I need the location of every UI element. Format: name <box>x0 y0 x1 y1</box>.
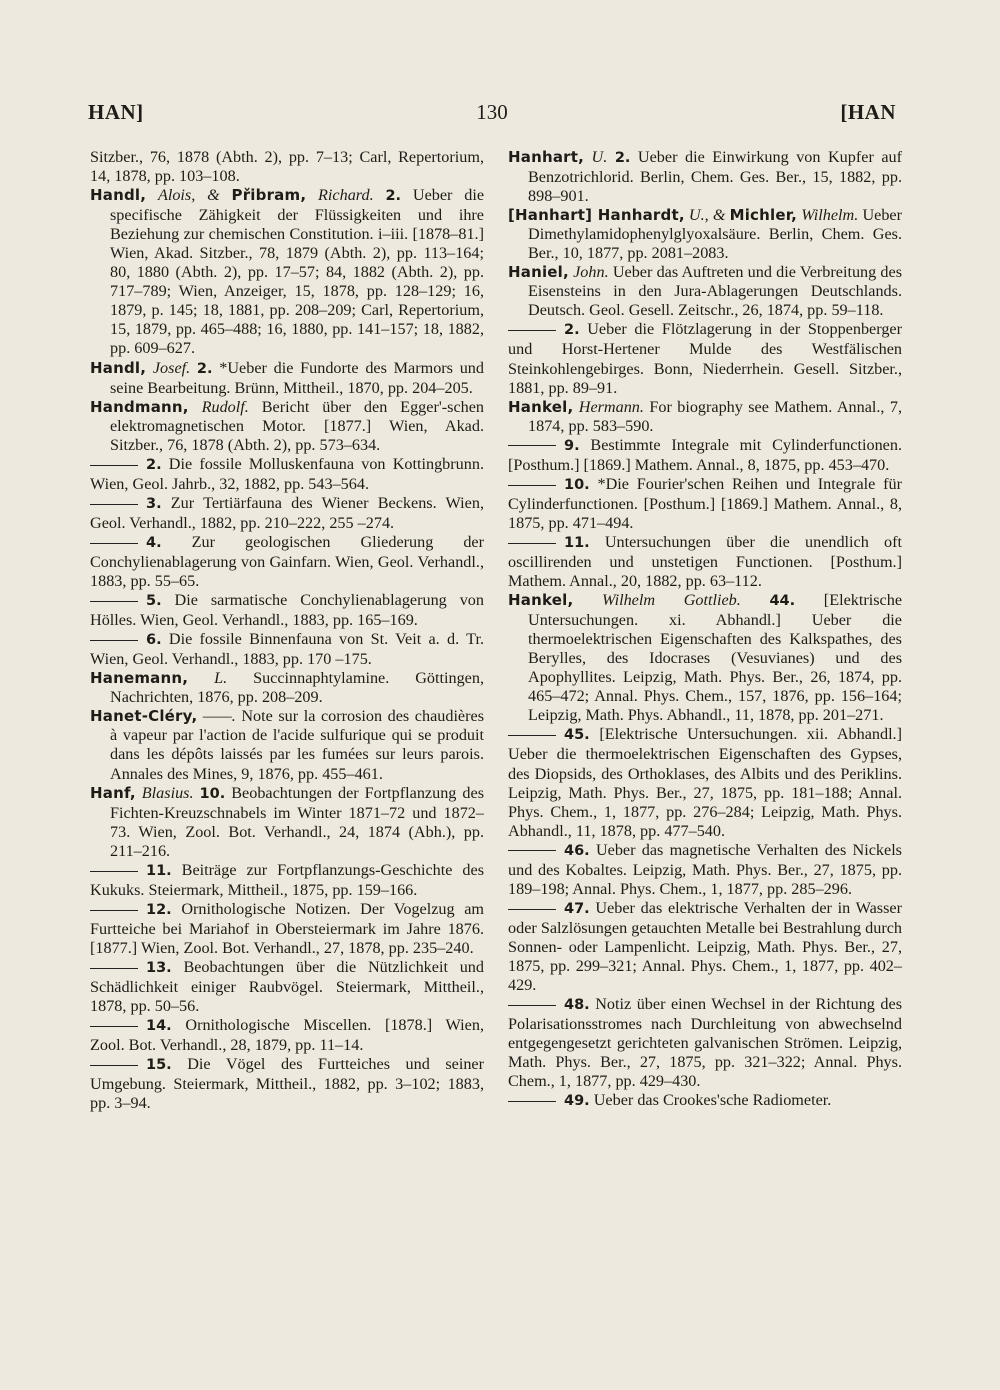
entry-author-forename: Alois, & <box>157 186 232 205</box>
entry-text: Ueber das elektrische Verhalten der in Wasser oder Salzlösungen getauchten Metalle bei Bestrahlung durch Sonnen- oder Lampenlicht. Leipzig, Math. Phys. Ber., 27, 1875, pp. 299–321; Annal. Phys. Chem., 1, 1877, pp. 402–429. <box>508 898 902 995</box>
entry-text: Ueber die specifische Zähigkeit der Flüssigkeiten und ihre Beziehung zur chemischen Constitution. i–iii. [1878–81.] Wien, Akad. Sitzber., 78, 1879 (Abth. 2), pp. 113–164; 80, 1880 (Abth. 2), pp. 17–57; 84, 1882 (Abth. 2), pp. 717–789; Wien, Anzeiger, 15, 1878, pp. 128–129; 16, 1879, p. 145; 18, 1881, pp. 208–209; Carl, Repertorium, 15, 1879, pp. 465–488; 16, 1880, pp. 141–157; 18, 1882, pp. 609–627. <box>110 186 485 358</box>
catalogue-entry <box>508 995 902 1091</box>
entry-author-surname: Hanet-Cléry, <box>90 707 198 726</box>
page-number: 130 <box>476 100 508 124</box>
entry-text: Untersuchungen über die unendlich oft oscillirenden und unstetigen Functionen. [Posthum.] Mathem. Annal., 20, 1882, pp. 63–112. <box>508 532 902 591</box>
ditto-rule <box>508 909 556 910</box>
entry-text: Bestimmte Integrale mit Cylinderfunctionen. [Posthum.] [1869.] Mathem. Annal., 8, 1875, pp. 453–470. <box>508 435 902 474</box>
ditto-rule <box>508 1101 556 1102</box>
entry-text: Die fossile Binnenfauna von St. Veit a. d. Tr. Wien, Geol. Verhandl., 1883, pp. 170 –175. <box>90 630 484 669</box>
entry-text: Ueber das Crookes'sche Radiometer. <box>589 1091 832 1110</box>
entry-text: For biography see Mathem. Annal., 7, 1874, pp. 583–590. <box>528 397 903 435</box>
catalogue-entry <box>90 455 484 494</box>
ditto-rule <box>90 465 138 466</box>
entry-author-surname: Handl, <box>90 186 147 205</box>
entry-number: 46. <box>564 842 590 859</box>
entry-text: Ueber Dimethylamidophenylglyoxalsäure. Berlin, Chem. Ges. Ber., 10, 1877, pp. 2081–2083. <box>528 206 902 263</box>
entry-author-forename: Blasius. <box>141 783 194 802</box>
entry-text: Die Vögel des Furtteiches und seiner Umgebung. Steiermark, Mittheil., 1882, pp. 3–102; 1883, pp. 3–94. <box>90 1055 484 1113</box>
entry-text: Ornithologische Miscellen. [1878.] Wien, Zool. Bot. Verhandl., 28, 1879, pp. 11–14. <box>90 1016 484 1055</box>
ditto-rule <box>508 850 556 851</box>
catalogue-entry <box>508 591 902 725</box>
entry-text: Zur geologischen Gliederung der Conchylienablagerung von Gainfarn. Wien, Geol. Verhandl., 1883, pp. 55–65. <box>90 532 484 591</box>
entry-author-surname: Handl, <box>90 358 147 377</box>
entry-text: Beiträge zur Fortpflanzungs-Geschichte des Kukuks. Steiermark, Mittheil., 1875, pp. 159–166. <box>90 860 484 899</box>
catalogue-entry <box>90 1016 484 1055</box>
entry-coauthor-surname: Michler, <box>729 206 798 225</box>
entry-text: *Ueber die Fundorte des Marmors und seine Bearbeitung. Brünn, Mittheil., 1870, pp. 204–205. <box>110 358 484 397</box>
entry-text: Ueber die Flötzlagerung in der Stoppenberger und Horst-Hertener Mulde des Westfälischen Steinkohlengebirges. Bonn, Niederrhein. Gesell. Sitzber., 1881, pp. 89–91. <box>508 320 902 397</box>
catalogue-entry <box>90 784 484 861</box>
entry-author-surname: Hanhart, <box>508 148 585 166</box>
entry-author-forename: Wilhelm Gottlieb. <box>602 591 741 610</box>
catalogue-entry <box>508 533 902 591</box>
entry-author-forename: U., & <box>688 206 730 225</box>
entry-text: Ueber das Auftreten und die Verbreitung des Eisensteins in den Jura-Ablagerungen Deutschlands. Deutsch. Geol. Gesell. Zeitschr., 26, 1874, pp. 59–118. <box>528 263 903 320</box>
ditto-rule <box>90 1026 138 1027</box>
catalogue-entry <box>508 436 902 475</box>
catalogue-entry <box>90 900 484 958</box>
entry-text: [Elektrische Untersuchungen. xii. Abhandl.] Ueber die thermoelektrischen Eigenschaften des Gypses, des Diopsids, des Orthoklases, des Albits und des Periklins. Leipzig, Math. Phys. Ber., 27, 1875, pp. 181–188; Annal. Phys. Chem., 1, 1877, pp. 276–284; Leipzig, Math. Phys. Abhandl., 11, 1878, pp. 477–540. <box>508 725 902 840</box>
entry-number: 4. <box>146 534 162 551</box>
entry-number: 11. <box>146 862 172 879</box>
catalogue-entry <box>508 899 902 995</box>
catalogue-entry <box>508 320 902 397</box>
catalogue-entry <box>90 494 484 533</box>
entry-number: 14. <box>146 1018 172 1035</box>
ditto-rule <box>508 735 556 736</box>
entry-number: 10. <box>564 476 590 493</box>
ditto-rule <box>90 910 138 911</box>
entry-text: Ornithologische Notizen. Der Vogelzug am Furtteiche bei Mariahof in Obersteiermark im Jahre 1876. [1877.] Wien, Zool. Bot. Verhandl., 27, 1878, pp. 235–240. <box>90 899 484 957</box>
entry-author-forename: John. <box>573 263 609 282</box>
entry-text: *Die Fourier'schen Reihen und Integrale für Cylinderfunctionen. [Posthum.] [1869.] Mathem. Annal., 8, 1875, pp. 471–494. <box>508 474 902 532</box>
entry-text: Sitzber., 76, 1878 (Abth. 2), pp. 7–13; Carl, Repertorium, 14, 1878, pp. 103–108. <box>90 148 484 186</box>
entry-text: Note sur la corrosion des chaudières à vapeur par l'action de l'acide sulfurique qui se produit dans les dépôts laissés par les fumées sur leurs parois. Annales des Mines, 9, 1876, pp. 455–461. <box>110 707 484 783</box>
entry-text: Succinnaphtylamine. Göttingen, Nachrichten, 1876, pp. 208–209. <box>110 669 485 707</box>
entry-number: 47. <box>564 900 590 917</box>
catalogue-entry <box>90 1055 484 1113</box>
entry-number: 45. <box>564 727 590 744</box>
ditto-rule <box>90 640 138 641</box>
entry-author-forename: Josef. <box>152 358 191 377</box>
ditto-rule <box>90 968 138 969</box>
entry-number: 10. <box>199 785 226 802</box>
entry-number: 15. <box>146 1057 172 1074</box>
catalogue-entry <box>508 263 902 320</box>
catalogue-entry <box>90 958 484 1016</box>
entry-number: 2. <box>196 360 213 377</box>
catalogue-entry <box>90 630 484 669</box>
entry-number: 49. <box>564 1093 590 1110</box>
entry-number: 9. <box>564 437 580 454</box>
catalogue-entry <box>90 148 484 186</box>
catalogue-entry <box>508 725 902 840</box>
catalogue-entry <box>90 707 484 783</box>
entry-text: Ueber das magnetische Verhalten des Nickels und des Kobaltes. Leipzig, Math. Phys. Ber., 27, 1875, pp. 189–198; Annal. Phys. Chem., 1, 1877, pp. 285–296. <box>508 840 902 898</box>
ditto-rule <box>90 1065 138 1066</box>
entry-author-surname: Hankel, <box>508 591 574 610</box>
catalogue-entry <box>90 861 484 900</box>
running-header <box>88 100 896 134</box>
entry-number: 12. <box>146 901 172 918</box>
ditto-rule <box>508 330 556 331</box>
entry-author-surname: Handmann, <box>90 397 189 416</box>
header-left-guide: HAN] <box>88 100 144 124</box>
entry-number: 6. <box>146 632 162 649</box>
entry-author-surname: Hanemann, <box>90 669 189 688</box>
ditto-rule <box>90 543 138 544</box>
entry-author-forename: L. <box>214 669 228 688</box>
entry-author-surname: Haniel, <box>508 263 569 282</box>
catalogue-entry <box>90 359 484 398</box>
entry-text: Die sarmatische Conchylienablagerung von Hölles. Wien, Geol. Verhandl., 1883, pp. 165–169. <box>90 591 484 630</box>
ditto-rule <box>90 601 138 602</box>
catalogue-entry <box>508 398 902 436</box>
entry-author-surname: Hanf, <box>90 783 136 802</box>
ditto-rule <box>90 504 138 505</box>
entry-number: 2. <box>385 188 402 205</box>
entry-author-forename: U. <box>591 148 608 166</box>
entry-author-forename: ——. <box>202 707 236 726</box>
entry-text: Beobachtungen der Fortpflanzung des Fichten-Kreuzschnabels im Winter 1871–72 und 1872–73. Wien, Zool. Bot. Verhandl., 24, 1874 (Abh.), pp. 211–216. <box>110 783 484 860</box>
entry-number: 13. <box>146 959 172 976</box>
entry-number: 11. <box>564 534 590 551</box>
entry-number: 2. <box>614 150 631 166</box>
entry-number: 2. <box>146 456 162 473</box>
ditto-rule <box>508 1005 556 1006</box>
entry-number: 48. <box>564 997 590 1014</box>
ditto-rule <box>508 543 556 544</box>
entry-author-surname: [Hanhart] Hanhardt, <box>508 206 685 225</box>
entry-text: Notiz über einen Wechsel in der Richtung des Polarisationsstromes nach Durchleitung von abwechselnd entgegengesetzt gerichteten galvanischen Strömen. Leipzig, Math. Phys. Ber., 27, 1875, pp. 321–322; Annal. Phys. Chem., 1, 1877, pp. 429–430. <box>508 995 902 1091</box>
entry-text: Ueber die Einwirkung von Kupfer auf Benzotrichlorid. Berlin, Chem. Ges. Ber., 15, 1882, pp. 898–901. <box>528 148 903 206</box>
entry-number: 44. <box>769 593 796 610</box>
entry-number: 3. <box>146 495 162 512</box>
ditto-rule <box>90 871 138 872</box>
entry-coauthor-forename: Richard. <box>318 186 374 205</box>
catalogue-entry <box>90 186 484 358</box>
entry-text: Beobachtungen über die Nützlichkeit und Schädlichkeit einiger Raubvögel. Steiermark, Mittheil., 1878, pp. 50–56. <box>90 957 484 1016</box>
entry-text: Die fossile Molluskenfauna von Kottingbrunn. Wien, Geol. Jahrb., 32, 1882, pp. 543–564. <box>90 454 484 493</box>
entry-text: [Elektrische Untersuchungen. xi. Abhandl.] Ueber die thermoelektrischen Eigenschaften des Kalkspathes, des Berylles, des Idocrases (Vesuvianes) und des Apophyllites. Leipzig, Math. Phys. Ber., 26, 1874, pp. 465–472; Annal. Phys. Chem., 157, 1876, pp. 156–164; Leipzig, Math. Phys. Abhandl., 11, 1878, pp. 201–271. <box>528 591 903 725</box>
catalogue-entry <box>508 206 902 263</box>
entry-author-surname: Hankel, <box>508 397 574 416</box>
left-column <box>90 148 484 1113</box>
entry-text: Zur Tertiärfauna des Wiener Beckens. Wien, Geol. Verhandl., 1882, pp. 210–222, 255 –274. <box>90 493 484 532</box>
entry-number: 5. <box>146 593 162 610</box>
catalogue-entry <box>90 669 484 707</box>
catalogue-entry <box>508 841 902 899</box>
entry-author-forename: Rudolf. <box>201 397 249 416</box>
entry-coauthor-surname: Přibram, <box>231 186 307 205</box>
entry-text: Bericht über den Egger'-schen elektromagnetischen Motor. [1877.] Wien, Akad. Sitzber., 76, 1878 (Abth. 2), pp. 573–634. <box>110 397 484 454</box>
entry-coauthor-forename: Wilhelm. <box>801 206 859 225</box>
catalogue-entry <box>508 475 902 533</box>
right-column <box>508 148 902 1111</box>
catalogue-entry <box>90 591 484 630</box>
ditto-rule <box>508 445 556 446</box>
catalogue-entry <box>90 533 484 591</box>
entry-number: 2. <box>564 322 580 339</box>
catalogue-entry <box>508 148 902 206</box>
ditto-rule <box>508 485 556 486</box>
header-right-guide: [HAN <box>840 100 896 124</box>
entry-author-forename: Hermann. <box>578 397 644 416</box>
catalogue-entry <box>90 398 484 455</box>
catalogue-entry <box>508 1091 902 1111</box>
